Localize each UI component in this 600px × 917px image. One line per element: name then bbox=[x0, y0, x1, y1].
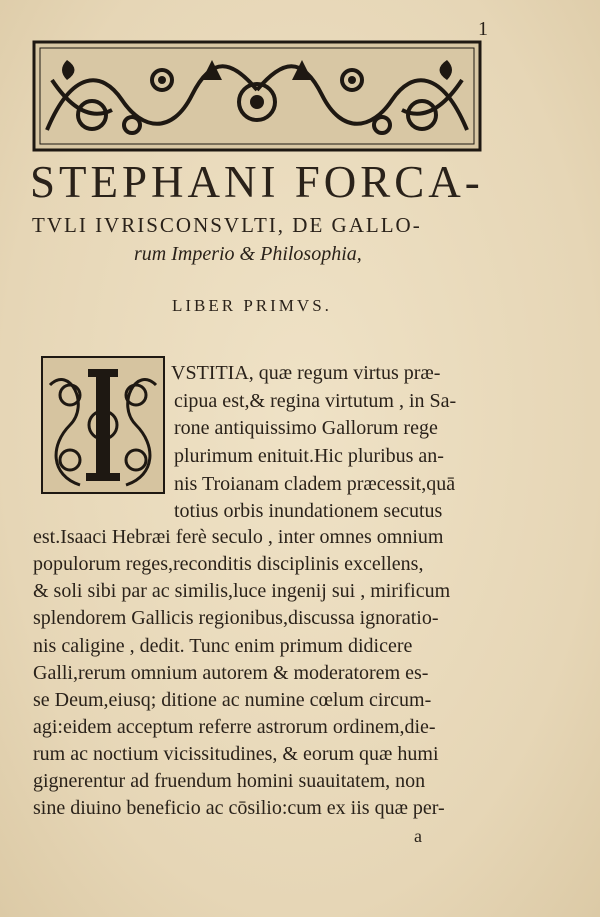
title-line-3: rum Imperio & Philosophia, bbox=[134, 243, 362, 265]
catchword: a bbox=[414, 826, 422, 846]
text-line: VSTITIA, quæ regum virtus præ- bbox=[171, 362, 441, 384]
text-line: cipua est,& regina virtutum , in Sa- bbox=[174, 390, 457, 412]
title-line-2: TVLI IVRISCONSVLTI, DE GALLO- bbox=[32, 213, 422, 237]
text-line: Galli,rerum omnium autorem & moderatorem es- bbox=[33, 662, 429, 684]
title-line-1: STEPHANI FORCA- bbox=[30, 157, 484, 207]
text-line: splendorem Gallicis regionibus,discussa ignoratio- bbox=[33, 607, 439, 629]
text-line: rum ac noctium vicissitudines, & eorum quæ humi bbox=[33, 743, 439, 765]
text-line: est.Isaaci Hebræi ferè seculo , inter omnes omnium bbox=[33, 526, 444, 548]
text-line: se Deum,eiusq; ditione ac numine cœlum circum- bbox=[33, 689, 432, 711]
decorated-initial bbox=[40, 355, 166, 495]
text-line: totius orbis inundationem secutus bbox=[174, 500, 443, 522]
book-heading: LIBER PRIMVS. bbox=[172, 296, 332, 315]
text-line: nis caligine , dedit. Tunc enim primum didicere bbox=[33, 635, 413, 657]
decorative-headpiece bbox=[32, 40, 482, 152]
text-line: & soli sibi par ac similis,luce ingenij sui , mirificum bbox=[33, 580, 451, 602]
page-number: 1 bbox=[478, 18, 488, 40]
text-line: agi:eidem acceptum referre astrorum ordinem,die- bbox=[33, 716, 436, 738]
text-line: rone antiquissimo Gallorum rege bbox=[174, 417, 438, 439]
text-line: populorum reges,reconditis disciplinis excellens, bbox=[33, 553, 424, 575]
text-line: plurimum enituit.Hic pluribus an- bbox=[174, 445, 444, 467]
text-line: nis Troianam cladem præcessit,quā bbox=[174, 473, 456, 495]
text-line: gignerentur ad fruendum homini suauitatem, non bbox=[33, 770, 426, 792]
text-line: sine diuino beneficio ac cōsilio:cum ex iis quæ per- bbox=[33, 797, 445, 819]
